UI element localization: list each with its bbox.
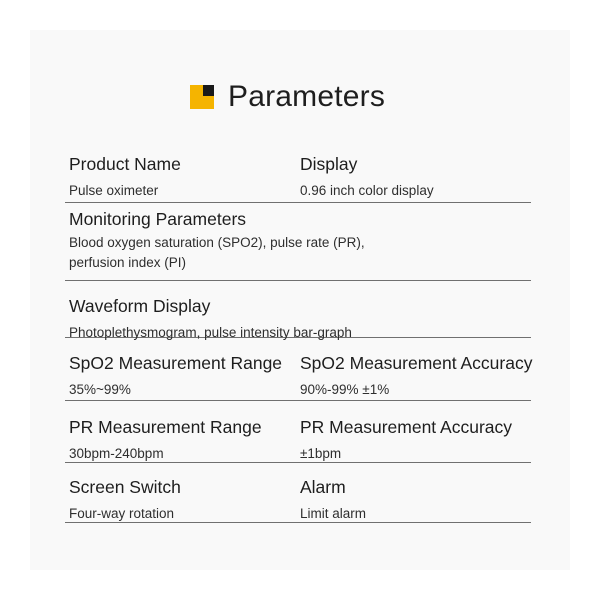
spo2-range-label: SpO2 Measurement Range: [69, 353, 283, 373]
monitoring-parameters-cell: [69, 203, 531, 273]
product-name-label: Product Name: [69, 154, 181, 174]
alarm-label: Alarm: [300, 477, 346, 497]
parameters-table: [65, 148, 531, 523]
spo2-accuracy-value: 90%-99% ±1%: [300, 382, 390, 397]
monitoring-parameters-value: Blood oxygen saturation (SPO2), pulse rate (PR), perfusion index (PI): [69, 235, 365, 270]
screen-switch-cell: [69, 463, 181, 524]
pr-accuracy-value: ±1bpm: [300, 446, 342, 461]
display-value: 0.96 inch color display: [300, 183, 434, 198]
pr-range-cell: [69, 401, 262, 464]
table-row: [65, 463, 531, 523]
yellow-square-logo-icon: [190, 85, 214, 109]
display-label: Display: [300, 154, 358, 174]
table-row: [65, 338, 531, 401]
product-name-value: Pulse oximeter: [69, 183, 159, 198]
table-row: [65, 401, 531, 463]
pr-accuracy-cell: [300, 401, 512, 464]
screen-switch-label: Screen Switch: [69, 477, 181, 497]
table-row: [65, 148, 531, 203]
pr-range-label: PR Measurement Range: [69, 417, 262, 437]
logo-black-square: [203, 85, 214, 96]
waveform-display-value: Photoplethysmogram, pulse intensity bar-graph: [69, 325, 352, 340]
page-header: [190, 80, 385, 114]
monitoring-parameters-label: Monitoring Parameters: [69, 209, 247, 229]
spo2-accuracy-cell: [300, 338, 532, 400]
table-row: [65, 203, 531, 281]
spo2-range-cell: [69, 338, 282, 400]
table-row: [65, 281, 531, 338]
spo2-range-value: 35%~99%: [69, 382, 131, 397]
pr-accuracy-label: PR Measurement Accuracy: [300, 417, 513, 437]
alarm-value: Limit alarm: [300, 506, 367, 521]
waveform-display-cell: [69, 281, 531, 343]
waveform-display-label: Waveform Display: [69, 296, 211, 316]
pr-range-value: 30bpm-240bpm: [69, 446, 164, 461]
product-name-cell: [69, 148, 181, 201]
alarm-cell: [300, 463, 366, 524]
screen-switch-value: Four-way rotation: [69, 506, 175, 521]
page-title: Parameters: [228, 80, 386, 113]
spo2-accuracy-label: SpO2 Measurement Accuracy: [300, 353, 533, 373]
display-cell: [300, 148, 434, 201]
